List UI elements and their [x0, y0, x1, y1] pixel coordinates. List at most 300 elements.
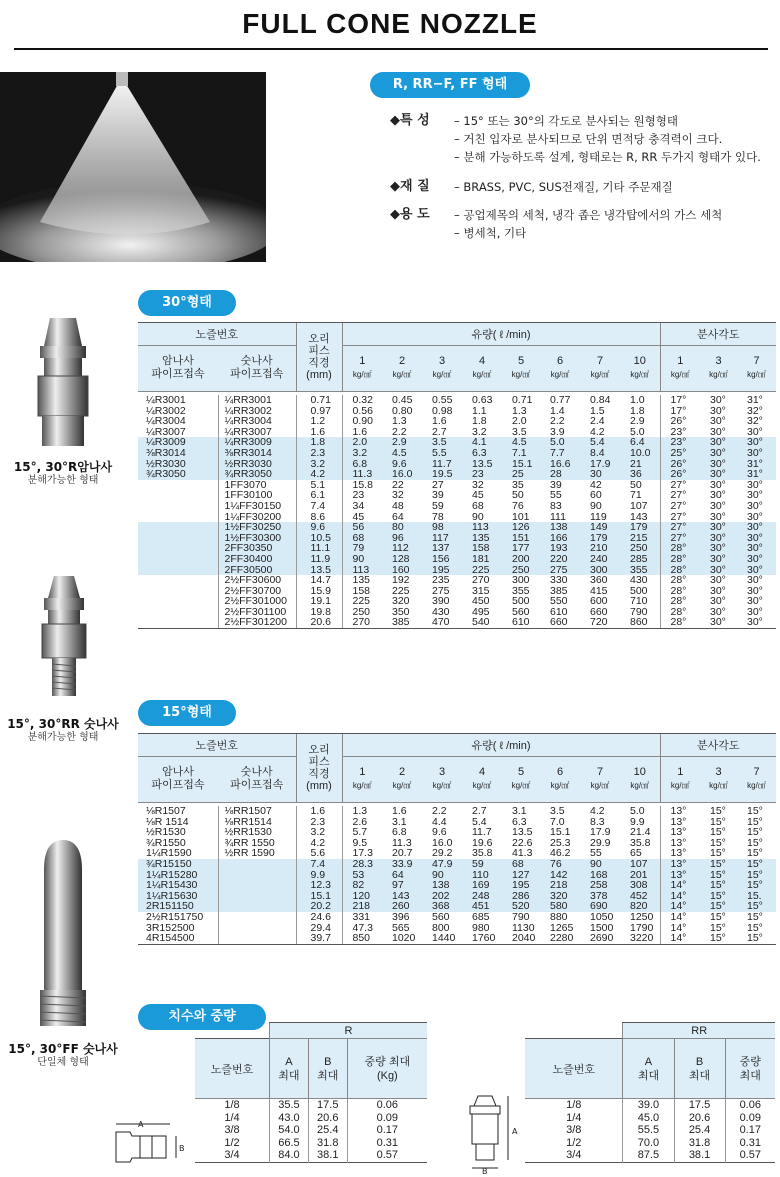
feature-line: – 공업제목의 세척, 냉각 좁은 냉각탑에서의 가스 세척: [454, 208, 723, 222]
table-cell: 15°: [710, 836, 726, 849]
table-cell: 15°: [710, 900, 726, 913]
table-cell: 156: [432, 552, 450, 565]
table-cell: 17.9: [590, 457, 611, 470]
table-cell: 258: [590, 879, 608, 892]
table-cell: 5.4: [590, 436, 605, 449]
table-cell: 1.5: [590, 404, 605, 417]
header-pressure: [422, 345, 462, 391]
header-flow: 유량( ℓ /min): [342, 323, 660, 345]
table-cell: 1020: [392, 932, 416, 945]
table-cell: 35.8: [472, 847, 493, 860]
table-cell: 30°: [710, 436, 726, 449]
table-cell: ⅛RR1507: [218, 806, 296, 817]
pressure-value: 1: [359, 355, 366, 367]
table-cell: ⅛R1507: [146, 805, 186, 817]
table-cell: 560: [512, 605, 530, 618]
table-cell: ¾RR 1550: [218, 838, 296, 849]
table-row: [138, 617, 776, 628]
table-cell: [138, 596, 218, 607]
table-cell: 15°: [710, 868, 726, 881]
table-cell: 14°: [660, 912, 700, 923]
table-cell: 2R151150: [146, 900, 194, 913]
table-cell: 68: [512, 857, 524, 870]
table-cell: [218, 933, 296, 944]
table-cell: 1.6: [342, 427, 382, 438]
table-cell: 30°: [710, 595, 726, 608]
table-cell: 8.3: [590, 815, 605, 828]
table-cell: 15°: [747, 900, 763, 913]
table-cell: 15°: [710, 910, 726, 923]
table-cell: 2.6: [342, 817, 382, 828]
table-cell: 495: [472, 605, 490, 618]
table-cell: 0.71: [512, 394, 533, 406]
header-nozzle: 노즐번호: [138, 323, 296, 345]
table-cell: 11.7: [472, 826, 492, 839]
table-cell: 90: [590, 857, 602, 870]
table-cell: 112: [392, 542, 409, 555]
table-cell: 90: [590, 499, 602, 512]
table-cell: 3.2: [296, 459, 342, 470]
header-dimension-label: 중량 최대: [364, 1055, 411, 1068]
table-cell: 250: [342, 607, 382, 618]
table-cell: ⅛RR1514: [218, 817, 296, 828]
table-cell: 50: [512, 489, 524, 502]
table-cell: 39: [550, 478, 562, 491]
table-cell: 451: [472, 900, 490, 913]
table-cell: ¼R3002: [146, 404, 186, 417]
table-cell: 16.0: [392, 468, 413, 481]
table-cell: 39.0: [623, 1099, 674, 1112]
header-dimension-sub: (Kg): [376, 1069, 398, 1082]
table-cell: 13°: [660, 848, 700, 859]
table-cell: 87.5: [623, 1149, 674, 1162]
table-cell: 30°: [710, 510, 726, 523]
table-cell: 3220: [630, 932, 654, 945]
table-cell: 15°: [747, 910, 763, 923]
table-cell: 225: [392, 584, 410, 597]
table-cell: 84.0: [270, 1149, 309, 1162]
table-cell: 20.6: [674, 1112, 725, 1125]
pressure-value: 3: [715, 355, 722, 367]
table-row: [195, 1099, 427, 1112]
table-cell: 30°: [747, 574, 763, 587]
table-cell: 13°: [660, 870, 700, 881]
table-cell: 308: [630, 879, 648, 892]
table-cell: 1.8: [630, 404, 645, 417]
table-cell: 22: [392, 478, 404, 491]
header-pressure: [737, 345, 776, 391]
table-cell: ¼R3007: [146, 425, 186, 438]
pressure-value: 6: [556, 766, 564, 778]
table-cell: 42: [590, 478, 602, 491]
table-cell: 15°: [710, 879, 726, 892]
pressure-unit: kg/㎠: [472, 370, 492, 379]
header-pressure: [700, 756, 737, 802]
table-cell: 320: [550, 889, 568, 902]
table-cell: 179: [590, 531, 608, 544]
table-cell: 11.1: [296, 543, 342, 554]
table-cell: 15°: [747, 932, 763, 945]
table-cell: 111: [550, 510, 566, 523]
table-row: [138, 395, 776, 406]
pressure-value: 4: [478, 355, 486, 367]
table-cell: 580: [550, 900, 568, 913]
table-cell: 30°: [747, 584, 763, 597]
table-cell: 30°: [747, 425, 763, 438]
table-cell: 6.3: [472, 446, 487, 459]
table-cell: 28.3: [342, 859, 382, 870]
table-cell: 78: [432, 510, 444, 523]
table-cell: 36: [630, 468, 642, 481]
pressure-unit: kg/㎠: [747, 370, 766, 379]
pressure-unit: kg/㎠: [550, 370, 570, 379]
table-cell: [218, 880, 296, 891]
table-cell: 30°: [710, 499, 726, 512]
header-angle: 분사각도: [660, 323, 776, 345]
table-cell: 201: [630, 868, 648, 881]
table-cell: 158: [472, 542, 490, 555]
header-row: [138, 756, 776, 802]
header-row: [138, 345, 776, 391]
table-cell: 14°: [660, 933, 700, 944]
table-row: [525, 1124, 775, 1137]
table-cell: 2.2: [392, 425, 407, 438]
table-cell: 1265: [550, 921, 574, 934]
title-divider: [14, 48, 768, 50]
header-orifice-line: (mm): [306, 368, 332, 381]
header-dimension-label: B: [695, 1055, 704, 1068]
table-cell: 30°: [710, 468, 726, 481]
table-cell: 15°: [747, 826, 763, 839]
table-cell: 15°: [747, 836, 763, 849]
table-cell: 19.6: [472, 836, 493, 849]
table-cell: 720: [590, 616, 608, 629]
table-cell: 6.4: [630, 436, 645, 449]
header-dimension-sub: 최대: [688, 1069, 711, 1082]
pressure-value: 3: [438, 355, 446, 367]
table-cell: 17°: [660, 395, 700, 406]
header-pressure: [382, 756, 422, 802]
table-cell: 113: [472, 521, 489, 534]
table-cell: 4.1: [472, 436, 487, 449]
table-row: [195, 1137, 427, 1150]
table-cell: 30°: [710, 531, 726, 544]
table-cell: 25.3: [550, 836, 571, 849]
table-cell: 135: [342, 575, 382, 586]
feature-usage: [390, 206, 780, 242]
pressure-unit: kg/㎠: [590, 370, 610, 379]
header-row: [138, 734, 776, 756]
table-cell: 300: [512, 574, 530, 587]
table-cell: 28°: [660, 575, 700, 586]
header-dimension-sub: 최대: [739, 1069, 761, 1082]
table-cell: 55: [550, 489, 562, 502]
table-cell: 1.3: [342, 806, 382, 817]
table-cell: 4.2: [590, 425, 605, 438]
table-cell: [138, 501, 218, 512]
table-cell: 385: [392, 616, 410, 629]
table-cell: 14°: [660, 923, 700, 934]
table-cell: 30°: [710, 446, 726, 459]
table-cell: 82: [342, 880, 382, 891]
table-row: [138, 501, 776, 512]
table-cell: [138, 565, 218, 576]
table-cell: 30°: [710, 563, 726, 576]
header-male-sub: 파이프접속: [230, 779, 284, 791]
table-cell: 1½FF30250: [218, 522, 296, 533]
table-cell: 166: [550, 531, 568, 544]
table-cell: 15.8: [342, 480, 382, 491]
table-cell: 168: [590, 868, 608, 881]
table-cell: [138, 533, 218, 544]
table-cell: 0.32: [342, 395, 382, 406]
table-cell: 0.17: [725, 1124, 775, 1137]
table-cell: 30°: [747, 595, 763, 608]
table-cell: 1FF3070: [218, 480, 296, 491]
table-cell: 5.5: [432, 446, 447, 459]
pressure-unit: kg/㎠: [709, 781, 728, 790]
table-cell: 1500: [590, 921, 614, 934]
header-dimension: [674, 1039, 725, 1099]
table-cell: 41.3: [512, 847, 533, 860]
table-cell: 28°: [660, 543, 700, 554]
table-cell: 28°: [660, 607, 700, 618]
table-cell: [138, 543, 218, 554]
table-cell: 10.0: [630, 446, 651, 459]
header-row: [525, 1039, 775, 1099]
table-cell: 39: [432, 489, 444, 502]
table-cell: 6.8: [342, 459, 382, 470]
table-cell: 6.8: [392, 826, 407, 839]
table-cell: 25.4: [674, 1124, 725, 1137]
pressure-value: 10: [633, 355, 646, 367]
table-cell: 15°: [710, 826, 726, 839]
header-pressure: [540, 345, 580, 391]
table-cell: 28°: [660, 554, 700, 565]
table-cell: 143: [392, 889, 410, 902]
header-dimension: [725, 1039, 775, 1099]
table-cell: 30°: [747, 446, 763, 459]
table-cell: 9.9: [296, 870, 342, 881]
table-cell: 46.2: [550, 847, 571, 860]
table-cell: 350: [392, 605, 410, 618]
table-cell: 30°: [710, 415, 726, 428]
pressure-unit: kg/㎠: [709, 370, 728, 379]
feature-line: – BRASS, PVC, SUS전재질, 기타 주문재질: [454, 180, 673, 194]
table-cell: ¼RR3001: [218, 395, 296, 406]
table-cell: 17°: [660, 406, 700, 417]
table-cell: ¼RR3004: [218, 416, 296, 427]
table-cell: 59: [472, 857, 484, 870]
table-cell: 4.4: [432, 815, 447, 828]
table-cell: ½RR 1590: [218, 848, 296, 859]
table-cell: 21.4: [630, 826, 651, 839]
diagram-rr-dimension: [458, 1092, 524, 1174]
header-pressure: [660, 756, 700, 802]
table-cell: 2.3: [296, 817, 342, 828]
table-cell: 15°: [710, 815, 726, 828]
feature-characteristics: [390, 112, 780, 166]
table-cell: 149: [590, 521, 608, 534]
table-cell: 4.2: [296, 838, 342, 849]
table-cell: 54.0: [270, 1124, 309, 1137]
table-cell: 79: [342, 543, 382, 554]
header-female-sub: 파이프접속: [151, 779, 205, 791]
table-cell: [218, 859, 296, 870]
table-cell: 15.1: [296, 891, 342, 902]
header-orifice: [296, 734, 342, 802]
table-cell: 23: [472, 468, 484, 481]
diagram-r-dimension: [112, 1118, 192, 1172]
table-cell: 7.1: [512, 446, 527, 459]
table-cell: 202: [432, 889, 450, 902]
table-cell: ¼RR3009: [218, 437, 296, 448]
table-cell: 5.1: [296, 480, 342, 491]
table-cell: 30°: [747, 436, 763, 449]
table-cell: 0.71: [296, 395, 342, 406]
table-cell: 5.0: [550, 436, 565, 449]
table-cell: 2.4: [590, 415, 605, 428]
table-cell: 14°: [660, 880, 700, 891]
table-cell: 30°: [747, 605, 763, 618]
table-cell: 181: [472, 552, 490, 565]
table-cell: 0.98: [432, 404, 453, 417]
table-cell: 45: [472, 489, 484, 502]
table-cell: [138, 554, 218, 565]
table-cell: ¼R3009: [146, 436, 186, 449]
caption-subtitle: 단일체 형태: [37, 1057, 89, 1068]
header-pressure: [737, 756, 776, 802]
table-cell: 0.09: [725, 1112, 775, 1125]
table-cell: 17.9: [590, 826, 611, 839]
table-cell: 550: [550, 595, 568, 608]
table-cell: 24.6: [296, 912, 342, 923]
table-cell: 3.1: [512, 805, 527, 817]
table-cell: 2½FF301000: [218, 596, 296, 607]
table-cell: 30°: [747, 552, 763, 565]
table-cell: 2½FF301100: [218, 607, 296, 618]
table-cell: 30°: [710, 584, 726, 597]
table-cell: 9.9: [630, 815, 645, 828]
table-cell: 32: [392, 489, 404, 502]
table-cell: [138, 617, 218, 628]
table-cell: 610: [550, 605, 568, 618]
table-cell: 275: [432, 584, 450, 597]
table-cell: 1¼FF30200: [218, 512, 296, 523]
table-cell: 15.1: [512, 457, 533, 470]
pressure-value: 5: [517, 355, 525, 367]
table-cell: 2.9: [392, 436, 407, 449]
table-cell: 9.6: [296, 522, 342, 533]
header-pressure: [502, 345, 540, 391]
table-cell: 4.5: [392, 446, 407, 459]
header-dimension-label: 중량: [739, 1055, 761, 1068]
table-cell: 1/2: [566, 1136, 582, 1149]
table-cell: 30°: [710, 521, 726, 534]
table-cell: 32: [472, 478, 484, 491]
table-cell: 47.9: [432, 857, 453, 870]
table-cell: 15°: [710, 857, 726, 870]
table-cell: 470: [432, 616, 450, 629]
header-female-sub: 파이프접속: [151, 368, 205, 380]
type-badge: R, RR−F, FF 형태: [370, 72, 530, 98]
table-cell: 28: [550, 468, 562, 481]
pressure-value: 2: [398, 355, 406, 367]
pressure-unit: kg/㎠: [511, 781, 531, 790]
header-dimension: [347, 1039, 427, 1099]
caption-title: 15°, 30°FF 숫나사: [8, 1042, 118, 1056]
table-cell: [138, 512, 218, 523]
table-cell: 45: [342, 512, 382, 523]
header-pressure: [462, 345, 502, 391]
table-cell: 0.80: [392, 404, 413, 417]
table-cell: 1.6: [296, 427, 342, 438]
header-row: [138, 323, 776, 345]
table-cell: [218, 923, 296, 934]
table-cell: 30°: [710, 478, 726, 491]
table-cell: 270: [472, 574, 490, 587]
table-cell: 1.4: [550, 404, 565, 417]
table-cell: 13°: [660, 827, 700, 838]
section-30deg-badge: 30°형태: [138, 290, 236, 316]
table-cell: 5.6: [296, 848, 342, 859]
table-15deg: [138, 733, 776, 945]
table-cell: 415: [590, 584, 608, 597]
pressure-unit: kg/㎠: [670, 370, 690, 379]
header-orifice-line: 직경: [308, 767, 330, 780]
table-cell: 0.57: [347, 1149, 427, 1162]
table-cell: 30°: [710, 404, 726, 417]
table-cell: 0.97: [296, 406, 342, 417]
feature-line: – 15° 또는 30°의 각도로 분사되는 원형형태: [454, 114, 678, 128]
table-cell: 250: [630, 542, 648, 555]
table-cell: 9.5: [342, 838, 382, 849]
table-cell: 0.84: [590, 394, 611, 406]
table-cell: 225: [342, 596, 382, 607]
table-cell: 68: [342, 533, 382, 544]
table-cell: 7.7: [550, 446, 565, 459]
table-cell: 15°: [710, 847, 726, 860]
table-cell: 15°: [747, 805, 763, 817]
table-cell: 30°: [747, 510, 763, 523]
table-cell: 2½FF30700: [218, 586, 296, 597]
header-pressure: [342, 756, 382, 802]
pressure-unit: kg/㎠: [352, 370, 372, 379]
table-cell: ⅜RR3014: [218, 448, 296, 459]
table-cell: 218: [342, 901, 382, 912]
header-pressure: [382, 345, 422, 391]
header-pressure: [620, 345, 660, 391]
table-cell: 17.3: [342, 848, 382, 859]
table-cell: 3.9: [550, 425, 565, 438]
table-row: [525, 1112, 775, 1125]
table-cell: ⅜R3014: [146, 446, 186, 459]
table-cell: 430: [630, 574, 648, 587]
table-cell: 690: [590, 900, 608, 913]
table-cell: 33.9: [392, 857, 413, 870]
table-cell: 2040: [512, 932, 536, 945]
table-cell: 1760: [472, 932, 496, 945]
table-cell: 560: [432, 910, 450, 923]
table-cell: 177: [512, 542, 530, 555]
table-cell: 30°: [747, 521, 763, 534]
table-cell: 1.6: [432, 415, 447, 428]
table-cell: 193: [550, 542, 568, 555]
table-cell: 19.8: [296, 607, 342, 618]
table-cell: ½RR1530: [218, 827, 296, 838]
table-cell: 800: [432, 921, 450, 934]
header-female: [138, 756, 218, 802]
